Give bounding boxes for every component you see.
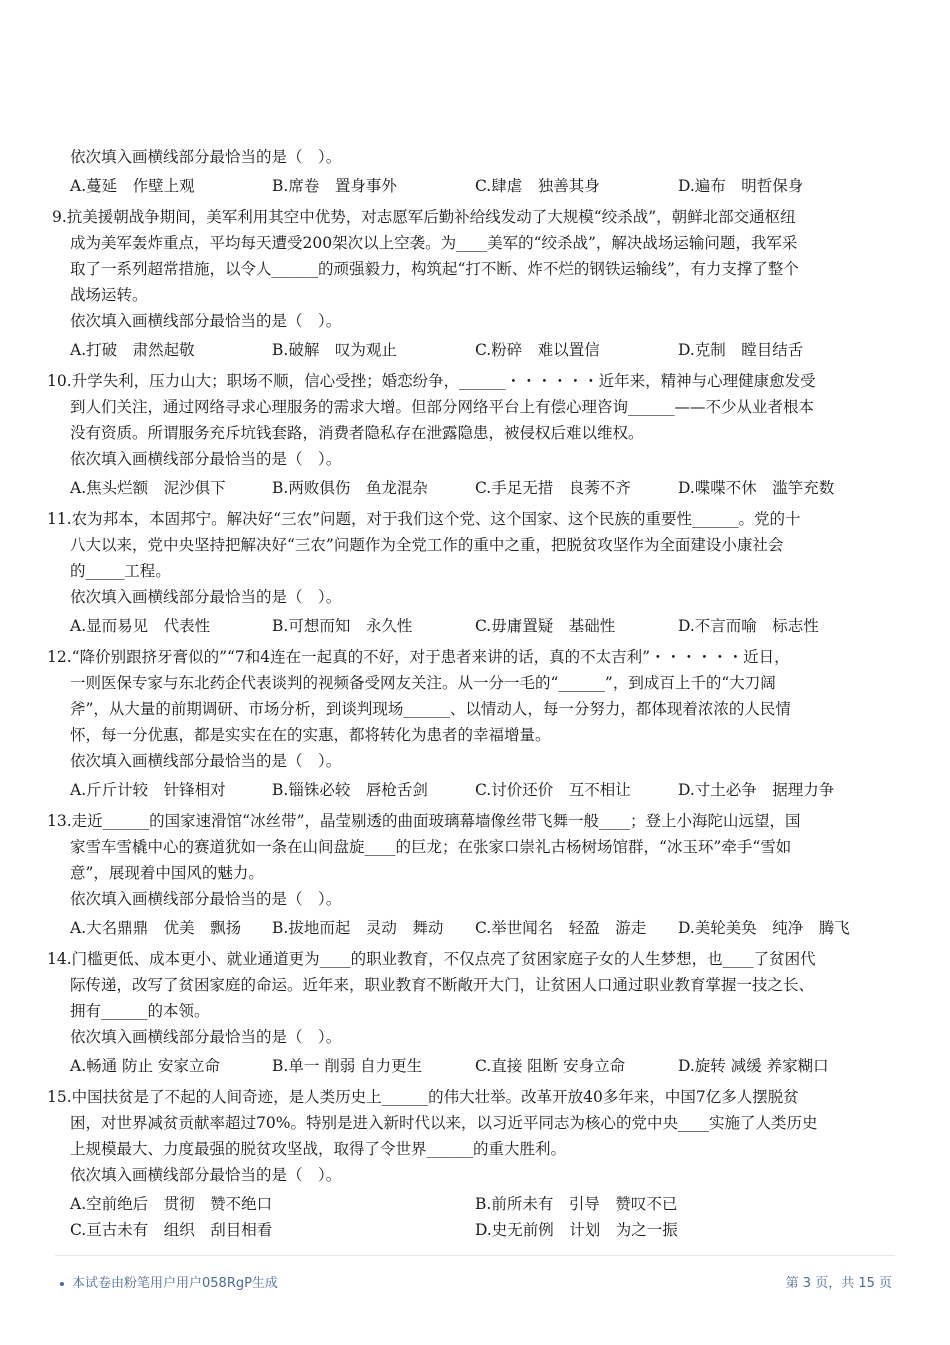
question-prompt: 依次填入画横线部分最恰当的是（ ）。	[70, 312, 342, 330]
option-b: B.破解 叹为观止	[272, 341, 397, 359]
question-prompt: 依次填入画横线部分最恰当的是（ ）。	[70, 1166, 342, 1184]
option-a: A.打破 肃然起敬	[70, 341, 195, 359]
question-11-line: 的_____工程。	[70, 562, 171, 580]
question-9-line: 成为美军轰炸重点，平均每天遭受200架次以上空袭。为____美军的“绞杀战”，解决战场运输问题，我军采	[70, 234, 798, 252]
option-d: D.遍布 明哲保身	[678, 177, 804, 195]
question-13-line: 13.走近______的国家速滑馆“冰丝带”，晶莹剔透的曲面玻璃幕墙像丝带飞舞一般____；登上小海陀山远望，国	[47, 812, 801, 830]
question-12-line: 一则医保专家与东北药企代表谈判的视频备受网友关注。从一分一毛的“______”，到成百上千的“大刀阔	[70, 674, 776, 692]
question-12-line: 怀，每一分优惠，都是实实在在的实惠，都将转化为患者的幸福增量。	[70, 726, 551, 744]
option-a: A.蔓延 作壁上观	[70, 177, 195, 195]
question-12-line: 斧”，从大量的前期调研、市场分析，到谈判现场______、以情动人，每一分努力，都体现着浓浓的人民情	[70, 700, 791, 718]
question-14-line: 拥有______的本领。	[70, 1002, 210, 1020]
question-14-line: 际传递，改写了贫困家庭的命运。近年来，职业教育不断敞开大门，让贫困人口通过职业教育掌握一技之长、	[70, 976, 815, 994]
option-c: C.手足无措 良莠不齐	[475, 479, 631, 497]
question-13-line: 意”，展现着中国风的魅力。	[70, 864, 264, 882]
question-15-line: 上规模最大、力度最强的脱贫攻坚战，取得了令世界______的重大胜利。	[70, 1140, 567, 1158]
question-9-line: 9.抗美援朝战争期间，美军利用其空中优势，对志愿军后勤补给线发动了大规模“绞杀战”，朝鲜北部交通枢纽	[52, 208, 796, 226]
question-11-line: 11.农为邦本，本固邦宁。解决好“三农”问题，对于我们这个党、这个国家、这个民族的重要性______。党的十	[47, 510, 801, 528]
option-b: B.拔地而起 灵动 舞动	[272, 919, 444, 937]
option-c: C.粉碎 难以置信	[475, 341, 600, 359]
question-13-line: 家雪车雪橇中心的赛道犹如一条在山间盘旋____的巨龙；在张家口崇礼古杨树场馆群，“冰玉环”牵手“雪如	[70, 838, 792, 856]
option-d: D.旋转 减缓 养家糊口	[678, 1057, 829, 1075]
question-10-line: 10.升学失利，压力山大；职场不顺，信心受挫；婚恋纷争，______・・・・・・近年来，精神与心理健康愈发受	[47, 372, 816, 390]
option-b: B.锱铢必较 唇枪舌剑	[272, 781, 428, 799]
question-15-line: 困，对世界减贫贡献率超过70%。特别是进入新时代以来，以习近平同志为核心的党中央____实施了人类历史	[70, 1114, 818, 1132]
question-15-line: 15.中国扶贫是了不起的人间奇迹，是人类历史上______的伟大壮举。改革开放40多年来，中国7亿多人摆脱贫	[47, 1088, 799, 1106]
question-prompt: 依次填入画横线部分最恰当的是（ ）。	[70, 588, 342, 606]
option-a: A.焦头烂额 泥沙俱下	[70, 479, 226, 497]
option-c: C.举世闻名 轻盈 游走	[475, 919, 647, 937]
option-c: C.毋庸置疑 基础性	[475, 617, 616, 635]
option-b: B.单一 削弱 自力更生	[272, 1057, 423, 1075]
option-a: A.大名鼎鼎 优美 飘扬	[70, 919, 242, 937]
option-a: A.畅通 防止 安家立命	[70, 1057, 220, 1075]
option-c: C.讨价还价 互不相让	[475, 781, 631, 799]
option-d: D.美轮美奂 纯净 腾飞	[678, 919, 850, 937]
question-11-line: 八大以来，党中央坚持把解决好“三农”问题作为全党工作的重中之重，把脱贫攻坚作为全面建设小康社会	[70, 536, 784, 554]
question-9-line: 取了一系列超常措施，以令人______的顽强毅力，构筑起“打不断、炸不烂的钢铁运输线”，有力支撑了整个	[70, 260, 799, 278]
page-number: 第 3 页，共 15 页	[785, 1276, 892, 1291]
option-a: A.空前绝后 贯彻 赞不绝口	[70, 1195, 273, 1213]
question-14-line: 14.门槛更低、成本更小、就业通道更为____的职业教育，不仅点亮了贫困家庭子女的人生梦想，也____了贫困代	[47, 950, 816, 968]
footer-generated-text: 本试卷由粉笔用户用户058RgP生成	[72, 1276, 278, 1291]
option-a: A.斤斤计较 针锋相对	[70, 781, 226, 799]
option-d: D.不言而喻 标志性	[678, 617, 819, 635]
option-a: A.显而易见 代表性	[70, 617, 211, 635]
question-prompt: 依次填入画横线部分最恰当的是（ ）。	[70, 752, 342, 770]
question-prompt: 依次填入画横线部分最恰当的是（ ）。	[70, 148, 342, 166]
option-b: B.两败俱伤 鱼龙混杂	[272, 479, 428, 497]
option-b: B.前所未有 引导 赞叹不已	[475, 1195, 678, 1213]
option-d: D.寸土必争 据理力争	[678, 781, 835, 799]
option-b: B.席卷 置身事外	[272, 177, 397, 195]
bullet-icon	[60, 1282, 64, 1286]
option-d: D.克制 瞠目结舌	[678, 341, 804, 359]
question-12-line: 12.“降价别跟挤牙膏似的”“7和4连在一起真的不好，对于患者来讲的话，真的不太吉利”・・・・・・近日，	[47, 648, 790, 666]
footer-generated-by	[60, 1272, 278, 1291]
option-d: D.喋喋不休 滥竽充数	[678, 479, 835, 497]
question-prompt: 依次填入画横线部分最恰当的是（ ）。	[70, 1028, 342, 1046]
question-10-line: 到人们关注，通过网络寻求心理服务的需求大增。但部分网络平台上有偿心理咨询______——不少从业者根本	[70, 398, 815, 416]
question-10-line: 没有资质。所谓服务充斥坑钱套路，消费者隐私存在泄露隐患，被侵权后难以维权。	[70, 424, 644, 442]
option-c: C.直接 阻断 安身立命	[475, 1057, 626, 1075]
question-prompt: 依次填入画横线部分最恰当的是（ ）。	[70, 890, 342, 908]
option-c: C.亘古未有 组织 刮目相看	[70, 1221, 273, 1239]
option-d: D.史无前例 计划 为之一振	[475, 1221, 678, 1239]
option-b: B.可想而知 永久性	[272, 617, 413, 635]
question-prompt: 依次填入画横线部分最恰当的是（ ）。	[70, 450, 342, 468]
footer-divider	[55, 1255, 895, 1256]
question-9-line: 战场运转。	[70, 286, 148, 304]
option-c: C.肆虐 独善其身	[475, 177, 600, 195]
